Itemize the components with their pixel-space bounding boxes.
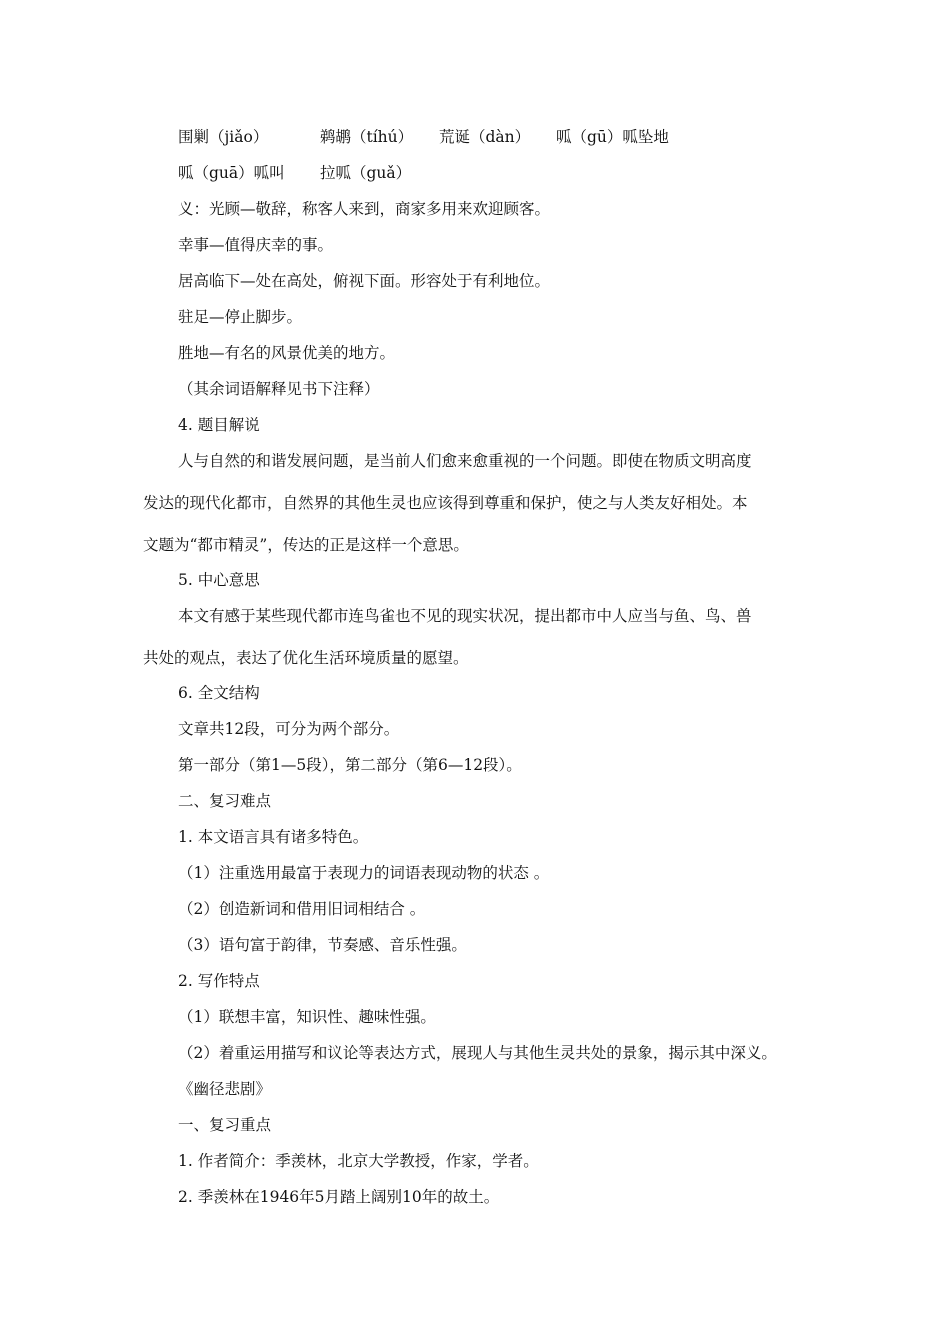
pinyin-entry-weijiao: 围剿（jiǎo）: [178, 128, 269, 146]
section-heading-central-idea: 5. 中心意思: [178, 571, 260, 589]
pinyin-entry-guguzhuidi: 呱（gū）呱坠地: [556, 128, 669, 146]
list-item: （1）联想丰富，知识性、趣味性强。: [178, 1008, 436, 1026]
list-item: 1. 作者简介：季羡林，北京大学教授，作家，学者。: [178, 1152, 539, 1170]
definition-zhuzu: 驻足—停止脚步。: [178, 308, 303, 326]
note-other-words: （其余词语解释见书下注释）: [178, 380, 380, 398]
paragraph-line: 发达的现代化都市，自然界的其他生灵也应该得到尊重和保护，使之与人类友好相处。本: [143, 494, 748, 512]
paragraph-line: 文题为“都市精灵”，传达的正是这样一个意思。: [143, 536, 469, 554]
list-item: 1. 本文语言具有诸多特色。: [178, 828, 369, 846]
paragraph-line: 本文有感于某些现代都市连鸟雀也不见的现实状况，提出都市中人应当与鱼、鸟、兽: [178, 607, 752, 625]
list-item: （2）着重运用描写和议论等表达方式，展现人与其他生灵共处的景象，揭示其中深义。: [178, 1044, 777, 1062]
list-item: （2）创造新词和借用旧词相结合 。: [178, 900, 426, 918]
definition-guanggu: 义：光顾—敬辞，称客人来到，商家多用来欢迎顾客。: [178, 200, 551, 218]
definition-jugaolinxia: 居高临下—处在高处，俯视下面。形容处于有利地位。: [178, 272, 551, 290]
list-item: 2. 季羡林在1946年5月踏上阔别10年的故土。: [178, 1188, 500, 1206]
paragraph-line: 共处的观点，表达了优化生活环境质量的愿望。: [143, 649, 469, 667]
section-heading-structure: 6. 全文结构: [178, 684, 260, 702]
section-heading-difficulties: 二、复习难点: [178, 792, 272, 810]
paragraph-line: 第一部分（第1—5段），第二部分（第6—12段）。: [178, 756, 522, 774]
pinyin-entry-huangdan: 荒诞（dàn）: [439, 128, 531, 146]
definition-xingshi: 幸事—值得庆幸的事。: [178, 236, 334, 254]
pinyin-entry-guaguajiao: 呱（guā）呱叫: [178, 164, 285, 182]
paragraph-line: 人与自然的和谐发展问题，是当前人们愈来愈重视的一个问题。即使在物质文明高度: [178, 452, 752, 470]
paragraph-line: 文章共12段，可分为两个部分。: [178, 720, 400, 738]
section-heading-key-points: 一、复习重点: [178, 1116, 272, 1134]
pinyin-entry-lagua: 拉呱（guǎ）: [320, 164, 412, 182]
pinyin-entry-tihu: 鹈鹕（tíhú）: [320, 128, 414, 146]
list-item: （1）注重选用最富于表现力的词语表现动物的状态 。: [178, 864, 550, 882]
list-item: （3）语句富于韵律，节奏感、音乐性强。: [178, 936, 467, 954]
definition-shengdi: 胜地—有名的风景优美的地方。: [178, 344, 396, 362]
article-title: 《幽径悲剧》: [178, 1080, 272, 1098]
section-heading-title-explanation: 4. 题目解说: [178, 416, 260, 434]
list-item: 2. 写作特点: [178, 972, 260, 990]
